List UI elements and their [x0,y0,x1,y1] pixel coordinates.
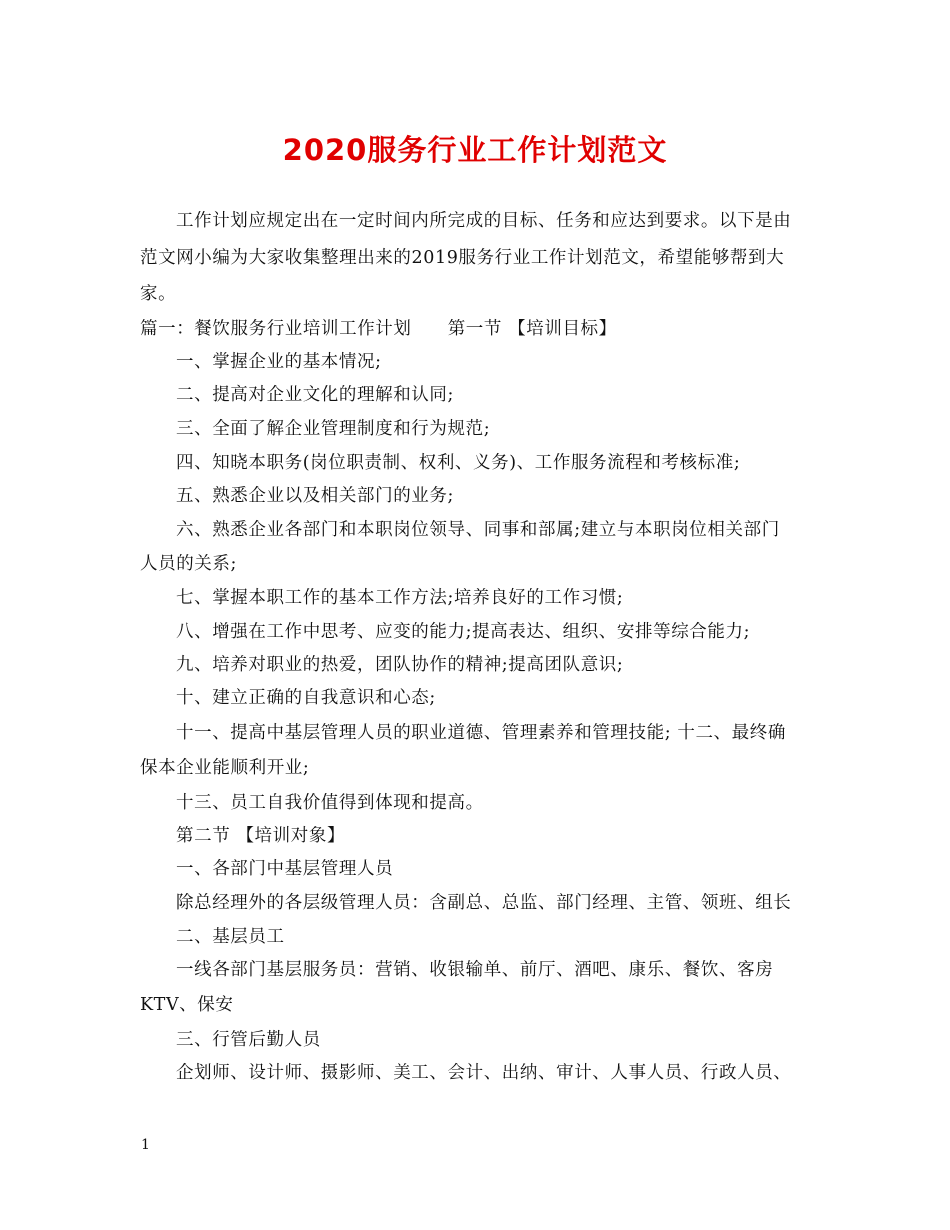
paragraph-line: 五、熟悉企业以及相关部门的业务; [176,486,454,506]
paragraph-line: 十、建立正确的自我意识和心态; [176,688,436,708]
paragraph-line: 二、基层员工 [176,927,285,947]
section-heading: 第二节 【培训对象】 [176,826,346,846]
paragraph-line: 企划师、设计师、摄影师、美工、会计、出纳、审计、人事人员、行政人员、 [176,1063,792,1083]
paragraph-line: KTV、保安 [140,995,234,1015]
paragraph-line: 家。 [140,284,177,304]
paragraph-line: 七、掌握本职工作的基本工作方法;培养良好的工作习惯; [176,588,624,608]
document-title: 2020服务行业工作计划范文 [282,133,668,167]
paragraph-line: 一、掌握企业的基本情况; [176,352,382,372]
paragraph-line: 人员的关系; [140,554,237,574]
paragraph-line: 保本企业能顺利开业; [140,758,310,778]
paragraph-line: 一、各部门中基层管理人员 [176,859,394,879]
paragraph-line: 篇一：餐饮服务行业培训工作计划 第一节 【培训目标】 [140,319,617,339]
paragraph-line: 三、行管后勤人员 [176,1030,321,1050]
paragraph-line: 三、全面了解企业管理制度和行为规范; [176,419,491,439]
paragraph-line: 六、熟悉企业各部门和本职岗位领导、同事和部属;建立与本职岗位相关部门 [176,520,780,540]
paragraph-line: 一线各部门基层服务员：营销、收银输单、前厅、酒吧、康乐、餐饮、客房 [176,960,774,980]
paragraph-line: 九、培养对职业的热爱，团队协作的精神;提高团队意识; [176,655,624,675]
paragraph-line: 八、增强在工作中思考、应变的能力;提高表达、组织、安排等综合能力; [176,622,751,642]
paragraph-line: 工作计划应规定出在一定时间内所完成的目标、任务和应达到要求。以下是由 [176,211,792,231]
paragraph-line: 范文网小编为大家收集整理出来的2019服务行业工作计划范文，希望能够帮到大 [140,248,785,268]
paragraph-line: 十三、员工自我价值得到体现和提高。 [176,793,484,813]
paragraph-line: 二、提高对企业文化的理解和认同; [176,385,454,405]
page-number: 1 [141,1137,150,1153]
paragraph-line: 十一、提高中基层管理人员的职业道德、管理素养和管理技能; 十二、最终确 [176,723,786,743]
paragraph-line: 除总经理外的各层级管理人员：含副总、总监、部门经理、主管、领班、组长 [176,893,792,913]
paragraph-line: 四、知晓本职务(岗位职责制、权利、义务)、工作服务流程和考核标准; [176,453,741,473]
